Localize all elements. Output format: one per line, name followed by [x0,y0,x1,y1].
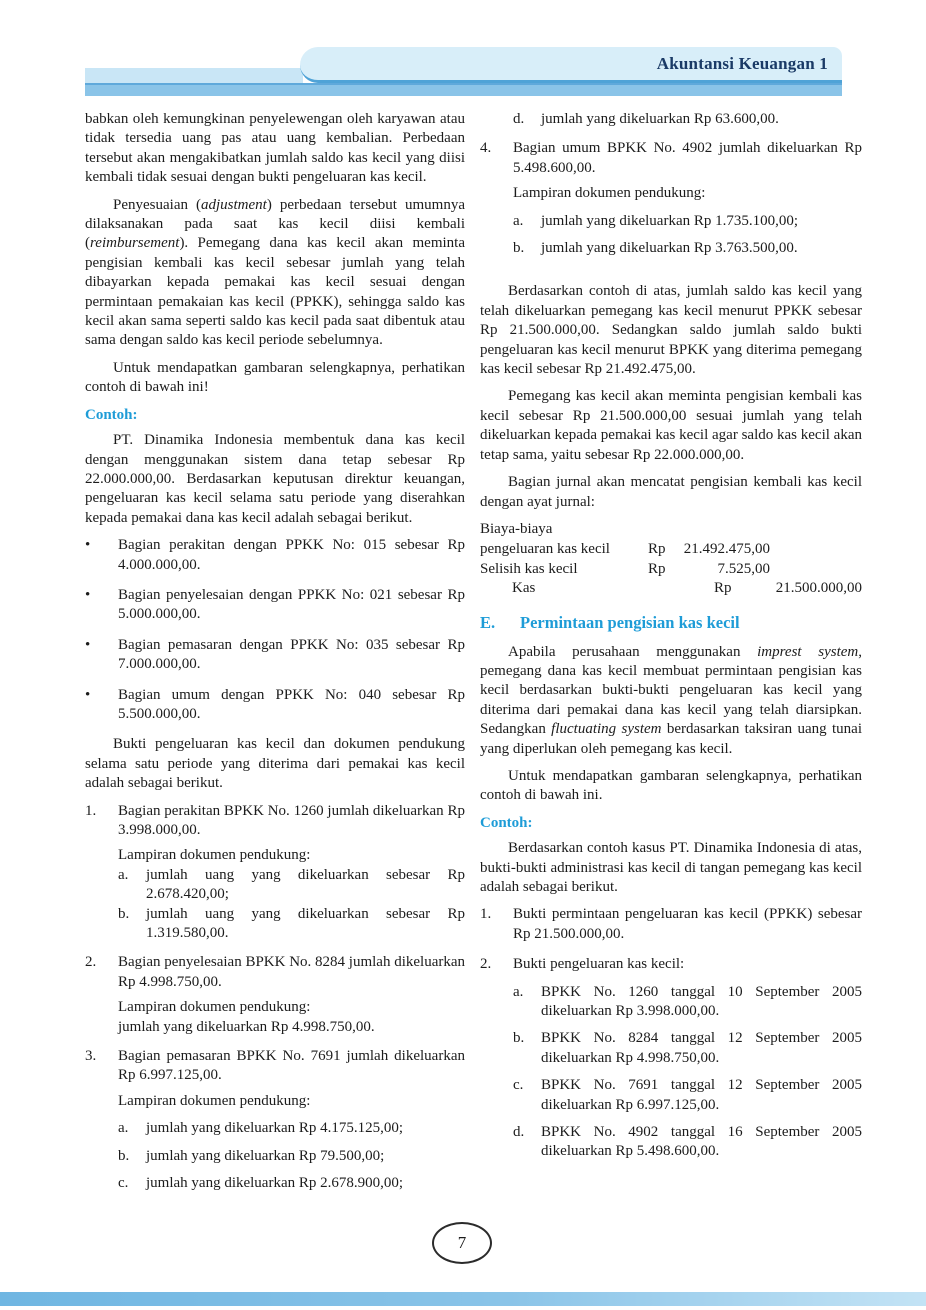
journal-amount-group [714,579,862,599]
list-number: 4. [480,140,492,157]
journal-account: Selisih kas kecil [480,560,578,577]
sub-item-letter: c. [513,1077,524,1094]
header-band-light [85,68,303,83]
list-item-text: Bagian perakitan BPKK No. 1260 jumlah dikeluarkan Rp 3.998.000,00. [118,802,465,838]
lampiran-label: Lampiran dokumen pendukung: [118,1092,311,1109]
header-band-medium [85,83,842,96]
journal-row [480,560,862,580]
list-item [85,953,465,992]
list-item-text: Bagian umum BPKK No. 4902 jumlah dikeluarkan Rp 5.498.600,00. [513,140,862,176]
sub-item [513,239,862,258]
lampiran-note: jumlah yang dikeluarkan Rp 4.998.750,00. [118,1018,375,1035]
sub-item-text: jumlah yang dikeluarkan Rp 3.763.500,00. [541,240,798,257]
lampiran-label: Lampiran dokumen pendukung: [118,999,311,1016]
sub-item-text: jumlah uang yang dikeluarkan sebesar Rp 1.319.580,00. [146,905,465,942]
list-item-text: Bagian penyelesaian BPKK No. 8284 jumlah dikeluarkan Rp 4.998.750,00. [118,954,466,990]
journal-amount: 7.525,00 [717,560,770,577]
footer-band [0,1292,926,1306]
journal-row [480,579,862,599]
sub-item [118,905,465,944]
bullet-item [85,536,465,575]
paragraph: Bagian jurnal akan mencatat pengisian kembali kas kecil dengan ayat jurnal: [480,474,862,510]
list-item [480,955,862,974]
bullet-marker: • [85,686,91,703]
left-column [85,110,465,1194]
sub-item-letter: c. [118,1175,129,1192]
sub-item-letter: b. [513,240,525,257]
sub-item-text: jumlah uang yang dikeluarkan sebesar Rp 2.678.420,00; [146,866,465,903]
paragraph: Berdasarkan contoh di atas, jumlah saldo kas kecil yang telah dikeluarkan pemegang kas kecil menurut PPKK sebesar Rp 21.500.000,00. Sedangkan saldo jumlah saldo bukti pengeluaran kas kecil menurut BPKK yang diterima pemegang kas kecil sebesar Rp 21.492.475,00. [480,283,862,378]
sub-item [513,110,862,129]
journal-account: Biaya-biaya [480,520,553,537]
sub-item-letter: b. [513,1030,525,1047]
journal-entry [480,520,862,599]
list-item-text: Bukti permintaan pengeluaran kas kecil (PPKK) sebesar Rp 21.500.000,00. [513,906,862,942]
sub-item [513,1029,862,1068]
section-title: Permintaan pengisian kas kecil [520,613,740,633]
sub-item-letter: a. [513,983,524,1000]
sub-item-text: jumlah yang dikeluarkan Rp 2.678.900,00; [146,1175,404,1192]
bullet-marker: • [85,636,91,653]
currency-symbol: Rp [648,540,666,557]
sub-item-letter: d. [513,111,525,127]
section-heading [480,613,862,632]
sub-item-letter: b. [118,905,130,922]
list-item [85,1047,465,1086]
list-number: 1. [480,906,492,923]
sub-item-letter: d. [513,1124,525,1141]
bullet-text: Bagian penyelesaian dengan PPKK No: 021 sebesar Rp 5.000.000,00. [118,586,465,623]
contoh-heading: Contoh: [480,814,533,831]
sub-item-letter: a. [513,212,524,229]
sub-item [513,212,862,231]
bullet-text: Bagian pemasaran dengan PPKK No: 035 sebesar Rp 7.000.000,00. [118,636,465,673]
currency-symbol: Rp [648,560,666,577]
sub-item [513,1076,862,1115]
journal-account: Kas [512,580,536,597]
lampiran-label: Lampiran dokumen pendukung: [118,847,311,864]
list-number: 1. [85,802,97,819]
sub-item-text: BPKK No. 1260 tanggal 10 September 2005 dikeluarkan Rp 3.998.000,00. [541,983,862,1019]
section-letter: E. [480,613,496,633]
list-item-text: Bukti pengeluaran kas kecil: [513,956,685,973]
paragraph: Penyesuaian (adjustment) perbedaan tersebut umumnya dilaksanakan pada saat kas kecil diisi kembali (reimbursement). Pemegang dana kas kecil akan meminta pengisian kembali kas kecil sebesar jumlah yang telah dibayarkan kepada pemakai kas kecil sesuai dengan permintaan pemakaian kas kecil (PPKK), sehingga saldo kas kecil akan sama seperti saldo kas kecil pada saat dibentuk atau sama dengan saldo kas kecil periode sebelumnya. [85,196,465,349]
sub-item [118,1147,465,1166]
bullet-item [85,586,465,625]
paragraph: PT. Dinamika Indonesia membentuk dana kas kecil dengan menggunakan sistem dana tetap sebesar Rp 22.000.000,00. Berdasarkan keputusan direktur keuangan, pengeluaran kas kecil selama satu periode yang diserahkan kepada pemakai dana kas kecil adalah sebagai berikut. [85,432,465,526]
page-number-badge [432,1222,492,1264]
sub-item [513,1123,862,1162]
sub-item-letter: b. [118,1147,130,1164]
sub-item-text: jumlah yang dikeluarkan Rp 1.735.100,00; [541,212,799,229]
sub-item [118,1174,465,1193]
contoh-heading: Contoh: [85,406,138,423]
bullet-text: Bagian perakitan dengan PPKK No: 015 sebesar Rp 4.000.000,00. [118,537,465,573]
bullet-marker: • [85,537,91,554]
paragraph: Apabila perusahaan menggunakan imprest system, pemegang dana kas kecil membuat permintaan pengisian kas kecil berdasarkan bukti-bukti pengeluaran kas kecil yang diterima dari pemakai dana kas kecil yang telah diarsipkan. Sedangkan fluctuating system berdasarkan taksiran uang tunai yang diperlukan oleh pemegang kas kecil. [480,643,863,757]
bullet-item [85,686,465,725]
paragraph: Berdasarkan contoh kasus PT. Dinamika Indonesia di atas, bukti-bukti administrasi kas kecil di tangan pemegang kas kecil adalah sebagai berikut. [480,840,862,895]
journal-row [480,520,862,540]
sub-item-text: BPKK No. 4902 tanggal 16 September 2005 dikeluarkan Rp 5.498.600,00. [541,1124,862,1160]
sub-item-text: jumlah yang dikeluarkan Rp 4.175.125,00; [146,1120,404,1137]
currency-symbol: Rp [714,580,732,597]
list-item [85,802,465,841]
journal-account: pengeluaran kas kecil [480,540,610,557]
sub-item-letter: a. [118,866,129,883]
journal-row [480,540,862,560]
lampiran-label: Lampiran dokumen pendukung: [513,185,706,202]
paragraph: babkan oleh kemungkinan penyelewengan oleh karyawan atau tidak tersedia uang pas atau uang kembalian. Perbedaan tersebut akan mengakibatkan jumlah saldo kas kecil yang diisi kembali tidak sesuai dengan bukti pengeluaran kas kecil. [85,111,465,186]
sub-item [513,983,862,1022]
sub-item-text: BPKK No. 8284 tanggal 12 September 2005 dikeluarkan Rp 4.998.750,00. [541,1030,862,1066]
journal-amount: 21.492.475,00 [683,540,770,557]
list-number: 3. [85,1048,97,1065]
bullet-text: Bagian umum dengan PPKK No: 040 sebesar Rp 5.500.000,00. [118,686,465,722]
bullet-item [85,636,465,675]
paragraph: Pemegang kas kecil akan meminta pengisian kembali kas kecil sebesar Rp 21.500.000,00 sesuai jumlah yang telah dikeluarkan kepada pemakai kas kecil agar saldo kas kecil akan tetap sama, yaitu sebesar Rp 22.000.000,00. [480,388,862,463]
list-item-text: Bagian pemasaran BPKK No. 7691 jumlah dikeluarkan Rp 6.997.125,00. [118,1048,465,1084]
bullet-marker: • [85,586,91,603]
list-number: 2. [85,954,97,971]
sub-item-text: jumlah yang dikeluarkan Rp 63.600,00. [541,111,779,127]
list-item [480,905,862,944]
list-number: 2. [480,956,492,973]
sub-item-letter: a. [118,1120,129,1137]
sub-item [118,866,465,905]
header-panel [300,47,842,83]
sub-item [118,1119,465,1138]
journal-amount: 21.500.000,00 [775,580,862,597]
sub-item-text: jumlah yang dikeluarkan Rp 79.500,00; [146,1147,385,1164]
right-column [480,110,862,1162]
paragraph: Untuk mendapatkan gambaran selengkapnya, perhatikan contoh di bawah ini! [85,359,465,396]
sub-item-text: BPKK No. 7691 tanggal 12 September 2005 dikeluarkan Rp 6.997.125,00. [541,1077,862,1113]
paragraph: Untuk mendapatkan gambaran selengkapnya, perhatikan contoh di bawah ini. [480,767,862,804]
page-number: 7 [457,1233,467,1252]
paragraph: Bukti pengeluaran kas kecil dan dokumen pendukung selama satu periode yang diterima dari pemakai kas kecil adalah sebagai berikut. [85,736,465,792]
list-item [480,139,862,178]
page-header-title: Akuntansi Keuangan 1 [656,53,828,73]
